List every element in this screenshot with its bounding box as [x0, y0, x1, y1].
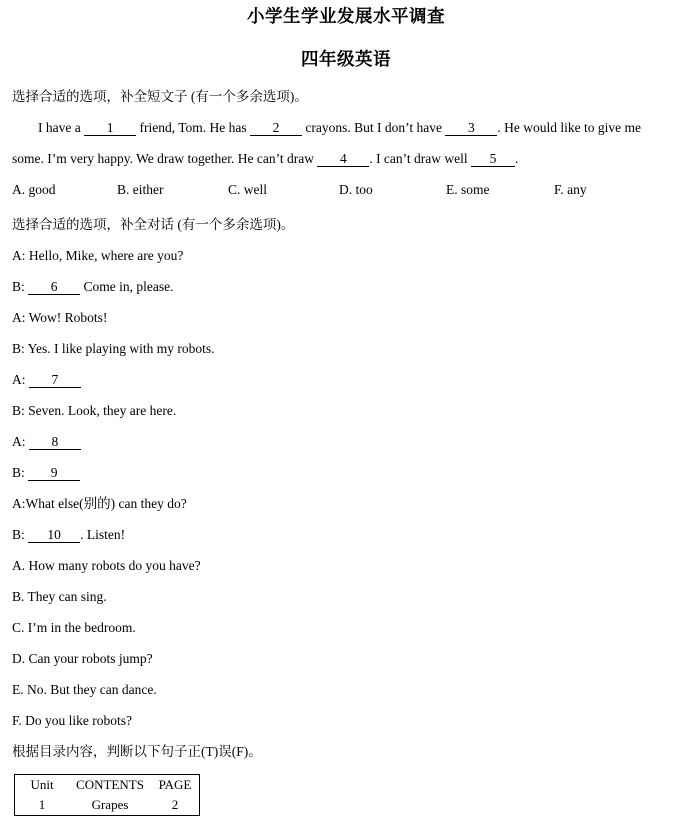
dialogue-option[interactable]: E. No. But they can dance. — [12, 682, 157, 697]
dialogue-line — [0, 433, 692, 451]
passage-option-c[interactable]: C. well — [228, 182, 267, 197]
dialogue-line — [0, 247, 692, 265]
passage-text-2c: . — [515, 151, 519, 166]
blank-7[interactable]: 7 — [29, 373, 81, 388]
table-header-cell: Unit — [30, 777, 54, 792]
dialogue-lines — [0, 247, 692, 544]
dialogue-speaker-text: A: — [12, 372, 26, 387]
passage-option-a[interactable]: A. good — [12, 182, 56, 197]
page-title: 小学生学业发展水平调查 — [247, 6, 445, 26]
table-header-row — [15, 775, 200, 796]
passage-text-1d: . He would like to give me — [497, 120, 641, 135]
passage-option-f[interactable]: F. any — [554, 182, 587, 197]
dialogue-line — [0, 526, 692, 544]
dialogue-line — [0, 309, 692, 327]
passage-options-row — [0, 182, 692, 202]
dialogue-speaker-text: B: Seven. Look, they are here. — [12, 403, 177, 418]
dialogue-speaker-text: B: — [12, 527, 25, 542]
blank-5[interactable]: 5 — [471, 152, 515, 167]
passage-option-d[interactable]: D. too — [339, 182, 373, 197]
table-cell: 1 — [38, 797, 46, 812]
passage-text-1a: I have a — [38, 120, 81, 135]
dialogue-speaker-text: B: — [12, 279, 25, 294]
dialogue-speaker-text: A:What else(别的) can they do? — [12, 496, 187, 511]
dialogue-option[interactable]: F. Do you like robots? — [12, 713, 133, 728]
table-header-cell: CONTENTS — [76, 777, 144, 792]
dialogue-speaker-text: B: Yes. I like playing with my robots. — [12, 341, 215, 356]
dialogue-line — [0, 371, 692, 389]
dialogue-line — [0, 340, 692, 358]
dialogue-speaker-text: B: — [12, 465, 25, 480]
passage-line-2 — [0, 150, 692, 168]
passage-text-2a: some. I’m very happy. We draw together. He can’t draw — [12, 151, 314, 166]
dialogue-line — [0, 278, 692, 296]
dialogue-option[interactable]: B. They can sing. — [12, 589, 107, 604]
table-row — [15, 795, 200, 816]
dialogue-line — [0, 402, 692, 420]
dialogue-instruction: 选择合适的选项，补全对话 (有一个多余选项)。 — [12, 217, 295, 232]
passage-instruction: 选择合适的选项，补全短文子 (有一个多余选项)。 — [12, 89, 308, 104]
table-cell: 2 — [171, 797, 179, 812]
dialogue-speaker-text: A: Hello, Mike, where are you? — [12, 248, 184, 263]
passage-text-2b: . I can’t draw well — [369, 151, 468, 166]
passage-option-b[interactable]: B. either — [117, 182, 164, 197]
dialogue-suffix-text: Come in, please. — [80, 279, 174, 294]
contents-table — [14, 774, 200, 816]
blank-2[interactable]: 2 — [250, 121, 302, 136]
passage-line-1 — [0, 119, 692, 137]
blank-10[interactable]: 10 — [28, 528, 80, 543]
blank-9[interactable]: 9 — [28, 466, 80, 481]
blank-3[interactable]: 3 — [445, 121, 497, 136]
dialogue-options — [0, 557, 692, 743]
blank-1[interactable]: 1 — [84, 121, 136, 136]
dialogue-suffix-text: . Listen! — [80, 527, 126, 542]
passage-option-e[interactable]: E. some — [446, 182, 490, 197]
dialogue-speaker-text: A: Wow! Robots! — [12, 310, 108, 325]
dialogue-line — [0, 464, 692, 482]
blank-6[interactable]: 6 — [28, 280, 80, 295]
dialogue-option[interactable]: D. Can your robots jump? — [12, 651, 153, 666]
dialogue-option[interactable]: C. I’m in the bedroom. — [12, 620, 136, 635]
dialogue-option[interactable]: A. How many robots do you have? — [12, 558, 201, 573]
table-header-cell: PAGE — [158, 777, 192, 792]
table-cell: Grapes — [91, 797, 129, 812]
passage-text-1c: crayons. But I don’t have — [305, 120, 442, 135]
blank-4[interactable]: 4 — [317, 152, 369, 167]
dialogue-line — [0, 495, 692, 513]
contents-instruction: 根据目录内容，判断以下句子正(T)误(F)。 — [12, 744, 262, 759]
passage-text-1b: friend, Tom. He has — [139, 120, 247, 135]
blank-8[interactable]: 8 — [29, 435, 81, 450]
page-subtitle: 四年级英语 — [301, 49, 391, 69]
dialogue-speaker-text: A: — [12, 434, 26, 449]
